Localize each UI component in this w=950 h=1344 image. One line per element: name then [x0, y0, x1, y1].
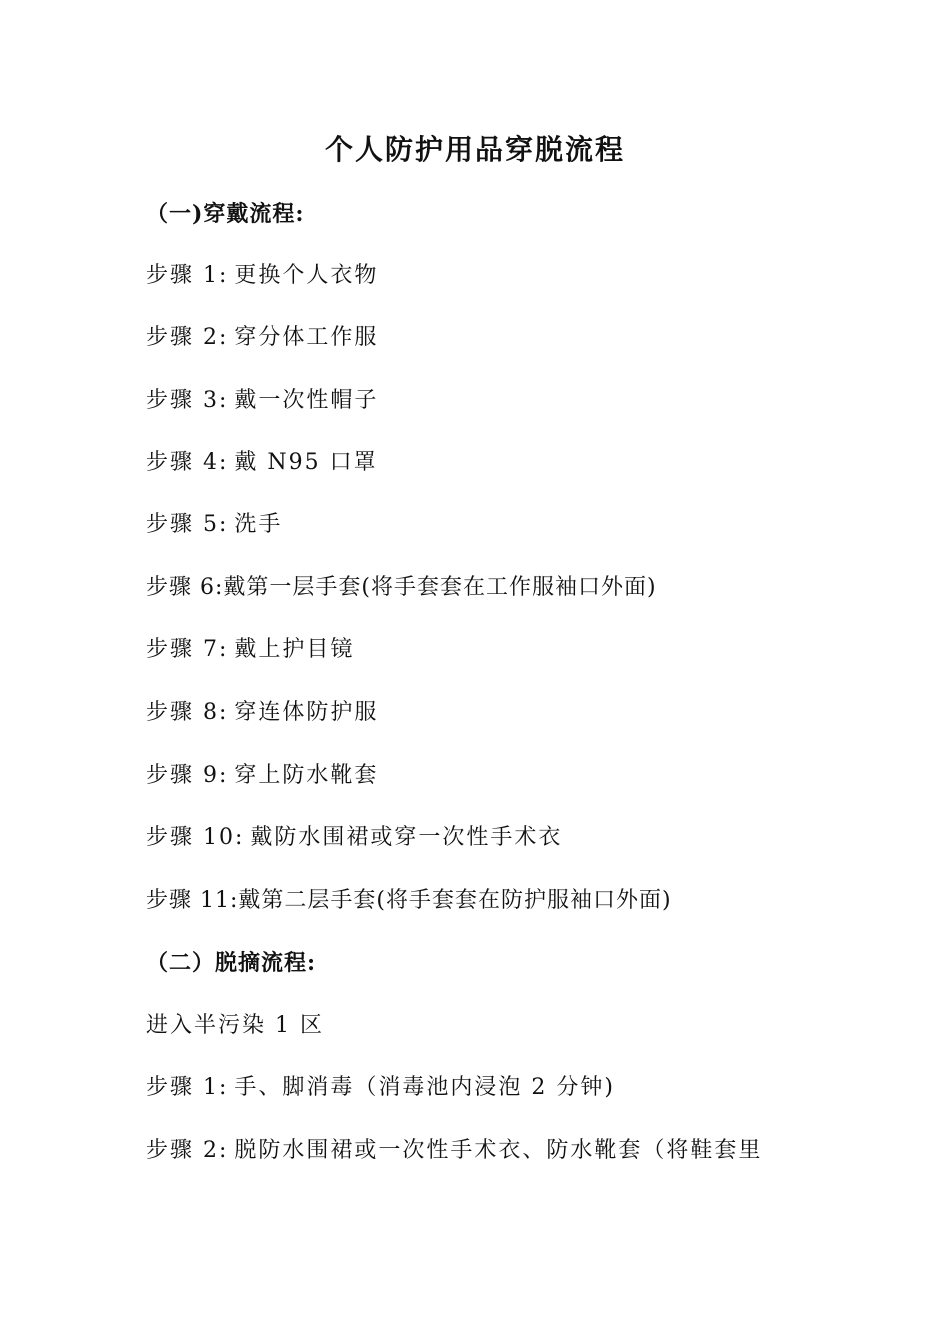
donning-step-5 — [146, 509, 282, 541]
doffing-intro: 进入半污染 1 区 — [146, 1013, 324, 1038]
step-text: 穿分体工作服 — [234, 325, 379, 350]
step-label: 步骤 1: — [146, 1075, 229, 1100]
step-label: 步骤 3: — [146, 388, 229, 413]
step-text: 手、脚消毒（消毒池内浸泡 2 分钟) — [234, 1075, 615, 1100]
step-label: 步骤 2: — [146, 325, 229, 350]
step-text: 脱防水围裙或一次性手术衣、防水靴套（将鞋套里 — [234, 1138, 763, 1163]
step-text: 戴上护目镜 — [234, 637, 355, 662]
donning-step-4 — [146, 447, 378, 479]
donning-step-3 — [146, 385, 378, 417]
step-text: 更换个人衣物 — [234, 263, 379, 288]
donning-step-2 — [146, 322, 378, 354]
donning-step-7 — [146, 634, 354, 666]
step-text: 戴一次性帽子 — [234, 388, 379, 413]
step-label: 步骤 1: — [146, 263, 229, 288]
step-label: 步骤 8: — [146, 700, 229, 725]
section-heading-donning: （一)穿戴流程: — [146, 201, 305, 227]
step-text: 穿上防水靴套 — [234, 763, 379, 788]
step-text: 戴第二层手套(将手套套在防护服袖口外面) — [238, 888, 672, 913]
doffing-step-2 — [146, 1135, 762, 1167]
step-label: 步骤 6: — [146, 575, 224, 600]
step-text: 戴第一层手套(将手套套在工作服袖口外面) — [223, 575, 657, 600]
section-heading-doffing: （二）脱摘流程: — [146, 950, 317, 976]
donning-step-8 — [146, 697, 378, 729]
step-label: 步骤 9: — [146, 763, 229, 788]
step-label: 步骤 2: — [146, 1138, 229, 1163]
donning-step-11 — [146, 885, 672, 917]
step-text: 洗手 — [234, 512, 283, 537]
document-title: 个人防护用品穿脱流程 — [324, 133, 625, 166]
step-label: 步骤 7: — [146, 637, 229, 662]
donning-step-6 — [146, 572, 657, 604]
step-label: 步骤 10: — [146, 825, 245, 850]
step-label: 步骤 5: — [146, 512, 229, 537]
step-text: 戴防水围裙或穿一次性手术衣 — [250, 825, 563, 850]
step-label: 步骤 11: — [146, 888, 239, 913]
doffing-step-1 — [146, 1072, 615, 1104]
donning-step-10 — [146, 822, 562, 854]
donning-step-1 — [146, 260, 378, 292]
donning-step-9 — [146, 760, 378, 792]
step-label: 步骤 4: — [146, 450, 229, 475]
step-text: 穿连体防护服 — [234, 700, 379, 725]
step-text: 戴 N95 口罩 — [234, 450, 378, 475]
